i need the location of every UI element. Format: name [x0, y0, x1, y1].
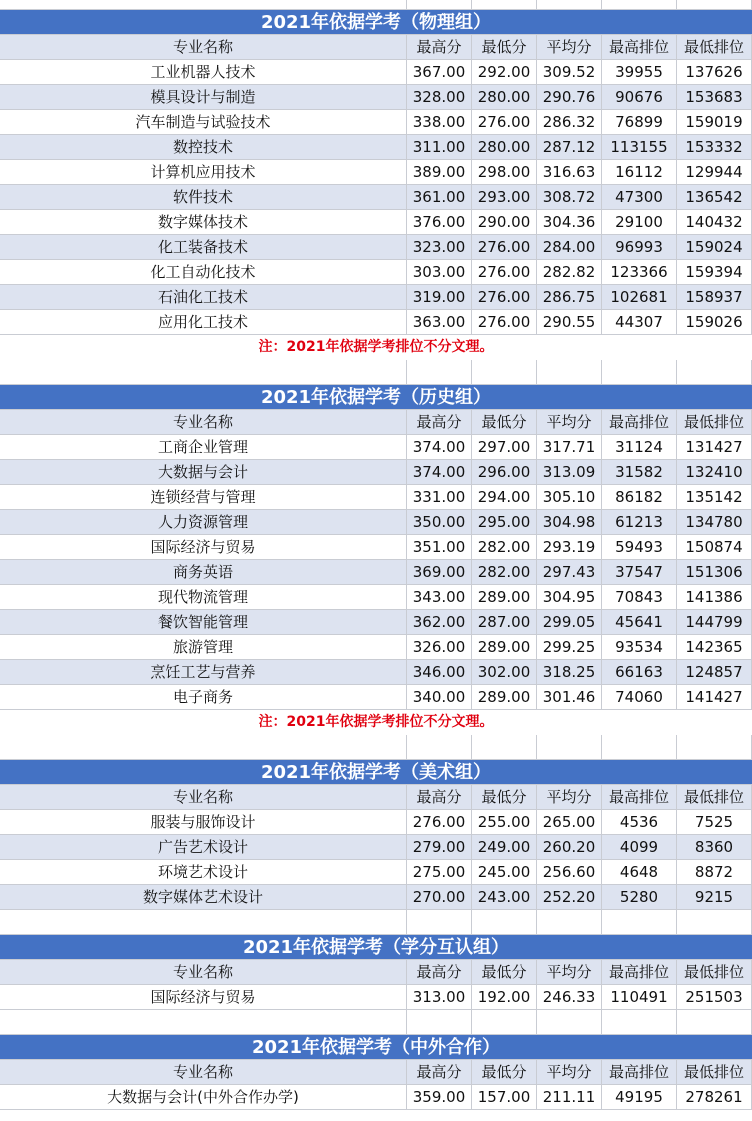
table-row: [0, 535, 752, 560]
data-cell: 158937: [677, 285, 752, 310]
data-cell: 302.00: [472, 660, 537, 685]
blank-row: [0, 0, 752, 10]
column-header-cell: 专业名称: [0, 960, 407, 985]
section-title-row: [0, 10, 752, 35]
empty-cell: [472, 360, 537, 385]
data-cell: 290.76: [537, 85, 602, 110]
empty-cell: [537, 360, 602, 385]
data-cell: 260.20: [537, 835, 602, 860]
section-title: 2021年依据学考（历史组）: [0, 385, 752, 410]
data-cell: 346.00: [407, 660, 472, 685]
data-cell: 286.75: [537, 285, 602, 310]
data-cell: 142365: [677, 635, 752, 660]
data-cell: 308.72: [537, 185, 602, 210]
data-cell: 模具设计与制造: [0, 85, 407, 110]
table-row: [0, 85, 752, 110]
data-cell: 192.00: [472, 985, 537, 1010]
data-cell: 86182: [602, 485, 677, 510]
table-row: [0, 60, 752, 85]
empty-cell: [537, 910, 602, 935]
data-cell: 4648: [602, 860, 677, 885]
section-title-row: [0, 1035, 752, 1060]
data-cell: 70843: [602, 585, 677, 610]
data-cell: 8360: [677, 835, 752, 860]
data-cell: 276.00: [472, 235, 537, 260]
data-cell: 136542: [677, 185, 752, 210]
data-cell: 297.43: [537, 560, 602, 585]
data-cell: 282.00: [472, 535, 537, 560]
table-row: [0, 135, 752, 160]
data-cell: 369.00: [407, 560, 472, 585]
column-header-cell: 最低分: [472, 960, 537, 985]
data-cell: 282.82: [537, 260, 602, 285]
data-cell: 9215: [677, 885, 752, 910]
data-cell: 110491: [602, 985, 677, 1010]
data-cell: 290.00: [472, 210, 537, 235]
data-cell: 270.00: [407, 885, 472, 910]
data-cell: 7525: [677, 810, 752, 835]
data-cell: 44307: [602, 310, 677, 335]
data-cell: 286.32: [537, 110, 602, 135]
data-cell: 343.00: [407, 585, 472, 610]
table-row: [0, 435, 752, 460]
data-cell: 66163: [602, 660, 677, 685]
data-cell: 293.00: [472, 185, 537, 210]
data-cell: 113155: [602, 135, 677, 160]
data-cell: 350.00: [407, 510, 472, 535]
data-cell: 烹饪工艺与营养: [0, 660, 407, 685]
data-cell: 287.12: [537, 135, 602, 160]
table-row: [0, 810, 752, 835]
empty-cell: [0, 735, 407, 760]
data-cell: 134780: [677, 510, 752, 535]
header-row: [0, 1060, 752, 1085]
data-cell: 362.00: [407, 610, 472, 635]
data-cell: 301.46: [537, 685, 602, 710]
data-cell: 363.00: [407, 310, 472, 335]
data-cell: 157.00: [472, 1085, 537, 1110]
note-row: [0, 710, 752, 735]
header-row: [0, 960, 752, 985]
data-cell: 广告艺术设计: [0, 835, 407, 860]
data-cell: 74060: [602, 685, 677, 710]
data-cell: 159019: [677, 110, 752, 135]
table-row: [0, 510, 752, 535]
data-cell: 305.10: [537, 485, 602, 510]
column-header-cell: 最低排位: [677, 1060, 752, 1085]
column-header-cell: 平均分: [537, 785, 602, 810]
data-cell: 132410: [677, 460, 752, 485]
table-row: [0, 860, 752, 885]
table-row: [0, 210, 752, 235]
data-cell: 276.00: [407, 810, 472, 835]
data-cell: 276.00: [472, 310, 537, 335]
empty-cell: [677, 0, 752, 10]
data-cell: 243.00: [472, 885, 537, 910]
table-row: [0, 185, 752, 210]
data-cell: 361.00: [407, 185, 472, 210]
data-cell: 299.25: [537, 635, 602, 660]
column-header-cell: 平均分: [537, 35, 602, 60]
data-cell: 49195: [602, 1085, 677, 1110]
table-row: [0, 685, 752, 710]
blank-row: [0, 735, 752, 760]
data-cell: 93534: [602, 635, 677, 660]
data-cell: 45641: [602, 610, 677, 635]
data-cell: 29100: [602, 210, 677, 235]
data-cell: 工商企业管理: [0, 435, 407, 460]
data-cell: 316.63: [537, 160, 602, 185]
data-cell: 159394: [677, 260, 752, 285]
data-cell: 餐饮智能管理: [0, 610, 407, 635]
data-cell: 环境艺术设计: [0, 860, 407, 885]
column-header-cell: 最低排位: [677, 410, 752, 435]
table-row: [0, 485, 752, 510]
data-cell: 数字媒体艺术设计: [0, 885, 407, 910]
empty-cell: [407, 735, 472, 760]
section-title: 2021年依据学考（物理组）: [0, 10, 752, 35]
data-cell: 289.00: [472, 685, 537, 710]
column-header-cell: 最低排位: [677, 785, 752, 810]
column-header-cell: 最高分: [407, 35, 472, 60]
section-title-row: [0, 760, 752, 785]
data-cell: 140432: [677, 210, 752, 235]
empty-cell: [537, 735, 602, 760]
section-title: 2021年依据学考（学分互认组）: [0, 935, 752, 960]
column-header-cell: 专业名称: [0, 35, 407, 60]
data-cell: 石油化工技术: [0, 285, 407, 310]
column-header-cell: 最高排位: [602, 35, 677, 60]
empty-cell: [407, 1010, 472, 1035]
note-text: 注：2021年依据学考排位不分文理。: [258, 714, 494, 730]
data-cell: 工业机器人技术: [0, 60, 407, 85]
column-header-cell: 平均分: [537, 1060, 602, 1085]
data-cell: 374.00: [407, 435, 472, 460]
data-cell: 304.95: [537, 585, 602, 610]
data-cell: 129944: [677, 160, 752, 185]
data-cell: 131427: [677, 435, 752, 460]
data-cell: 279.00: [407, 835, 472, 860]
data-cell: 296.00: [472, 460, 537, 485]
data-cell: 289.00: [472, 635, 537, 660]
data-cell: 汽车制造与试验技术: [0, 110, 407, 135]
data-cell: 313.00: [407, 985, 472, 1010]
data-cell: 303.00: [407, 260, 472, 285]
data-cell: 现代物流管理: [0, 585, 407, 610]
section-title-row: [0, 385, 752, 410]
empty-cell: [602, 360, 677, 385]
empty-cell: [537, 1010, 602, 1035]
data-cell: 319.00: [407, 285, 472, 310]
empty-cell: [407, 360, 472, 385]
column-header-cell: 最低分: [472, 410, 537, 435]
data-cell: 287.00: [472, 610, 537, 635]
column-header-cell: 最高排位: [602, 960, 677, 985]
column-header-cell: 最高分: [407, 960, 472, 985]
blank-row: [0, 1010, 752, 1035]
data-cell: 255.00: [472, 810, 537, 835]
table-row: [0, 460, 752, 485]
data-cell: 159024: [677, 235, 752, 260]
data-cell: 304.36: [537, 210, 602, 235]
data-cell: 289.00: [472, 585, 537, 610]
column-header-cell: 最低分: [472, 1060, 537, 1085]
empty-cell: [407, 0, 472, 10]
data-cell: 328.00: [407, 85, 472, 110]
column-header-cell: 最高分: [407, 1060, 472, 1085]
data-cell: 304.98: [537, 510, 602, 535]
empty-cell: [472, 1010, 537, 1035]
table-row: [0, 660, 752, 685]
data-cell: 211.11: [537, 1085, 602, 1110]
column-header-cell: 专业名称: [0, 785, 407, 810]
empty-cell: [602, 1010, 677, 1035]
data-cell: 连锁经营与管理: [0, 485, 407, 510]
data-cell: 249.00: [472, 835, 537, 860]
blank-row: [0, 360, 752, 385]
data-cell: 298.00: [472, 160, 537, 185]
data-cell: 31124: [602, 435, 677, 460]
data-cell: 246.33: [537, 985, 602, 1010]
data-cell: 141427: [677, 685, 752, 710]
data-cell: 338.00: [407, 110, 472, 135]
data-cell: 367.00: [407, 60, 472, 85]
data-cell: 351.00: [407, 535, 472, 560]
data-cell: 292.00: [472, 60, 537, 85]
data-cell: 297.00: [472, 435, 537, 460]
data-cell: 309.52: [537, 60, 602, 85]
data-cell: 102681: [602, 285, 677, 310]
data-cell: 123366: [602, 260, 677, 285]
empty-cell: [472, 910, 537, 935]
column-header-cell: 平均分: [537, 410, 602, 435]
table-row: [0, 885, 752, 910]
column-header-cell: 最低分: [472, 35, 537, 60]
empty-cell: [602, 0, 677, 10]
empty-cell: [602, 910, 677, 935]
data-cell: 39955: [602, 60, 677, 85]
data-cell: 313.09: [537, 460, 602, 485]
data-cell: 150874: [677, 535, 752, 560]
data-cell: 软件技术: [0, 185, 407, 210]
data-cell: 90676: [602, 85, 677, 110]
data-cell: 国际经济与贸易: [0, 535, 407, 560]
empty-cell: [677, 735, 752, 760]
data-cell: 数字媒体技术: [0, 210, 407, 235]
data-cell: 化工装备技术: [0, 235, 407, 260]
data-cell: 251503: [677, 985, 752, 1010]
data-cell: 4536: [602, 810, 677, 835]
data-cell: 141386: [677, 585, 752, 610]
data-cell: 317.71: [537, 435, 602, 460]
table-row: [0, 610, 752, 635]
table-row: [0, 235, 752, 260]
data-cell: 人力资源管理: [0, 510, 407, 535]
data-cell: 359.00: [407, 1085, 472, 1110]
data-cell: 化工自动化技术: [0, 260, 407, 285]
data-cell: 5280: [602, 885, 677, 910]
empty-cell: [472, 0, 537, 10]
data-cell: 8872: [677, 860, 752, 885]
data-cell: 96993: [602, 235, 677, 260]
data-cell: 144799: [677, 610, 752, 635]
data-cell: 340.00: [407, 685, 472, 710]
data-cell: 76899: [602, 110, 677, 135]
note-text: 注：2021年依据学考排位不分文理。: [258, 339, 494, 355]
data-cell: 31582: [602, 460, 677, 485]
table-row: [0, 160, 752, 185]
empty-cell: [407, 910, 472, 935]
data-cell: 计算机应用技术: [0, 160, 407, 185]
data-cell: 国际经济与贸易: [0, 985, 407, 1010]
column-header-cell: 专业名称: [0, 410, 407, 435]
data-cell: 数控技术: [0, 135, 407, 160]
data-cell: 252.20: [537, 885, 602, 910]
table-row: [0, 560, 752, 585]
empty-cell: [677, 910, 752, 935]
column-header-cell: 平均分: [537, 960, 602, 985]
data-cell: 376.00: [407, 210, 472, 235]
data-cell: 276.00: [472, 260, 537, 285]
empty-cell: [0, 910, 407, 935]
data-cell: 大数据与会计: [0, 460, 407, 485]
section-title-row: [0, 935, 752, 960]
data-cell: 276.00: [472, 110, 537, 135]
table-row: [0, 260, 752, 285]
data-cell: 294.00: [472, 485, 537, 510]
data-cell: 282.00: [472, 560, 537, 585]
note-row: [0, 335, 752, 360]
data-cell: 153332: [677, 135, 752, 160]
data-cell: 280.00: [472, 85, 537, 110]
table-row: [0, 310, 752, 335]
table-row: [0, 1085, 752, 1110]
column-header-cell: 专业名称: [0, 1060, 407, 1085]
header-row: [0, 785, 752, 810]
empty-cell: [0, 0, 407, 10]
data-cell: 331.00: [407, 485, 472, 510]
table-row: [0, 110, 752, 135]
data-cell: 290.55: [537, 310, 602, 335]
data-cell: 293.19: [537, 535, 602, 560]
data-cell: 应用化工技术: [0, 310, 407, 335]
table-row: [0, 585, 752, 610]
header-row: [0, 410, 752, 435]
data-cell: 47300: [602, 185, 677, 210]
data-cell: 大数据与会计(中外合作办学): [0, 1085, 407, 1110]
data-cell: 299.05: [537, 610, 602, 635]
data-cell: 278261: [677, 1085, 752, 1110]
empty-cell: [677, 360, 752, 385]
column-header-cell: 最高分: [407, 410, 472, 435]
data-cell: 389.00: [407, 160, 472, 185]
data-cell: 318.25: [537, 660, 602, 685]
data-cell: 280.00: [472, 135, 537, 160]
section-title: 2021年依据学考（美术组）: [0, 760, 752, 785]
data-cell: 295.00: [472, 510, 537, 535]
empty-cell: [0, 1010, 407, 1035]
data-cell: 275.00: [407, 860, 472, 885]
data-cell: 276.00: [472, 285, 537, 310]
data-cell: 374.00: [407, 460, 472, 485]
table-row: [0, 835, 752, 860]
empty-cell: [677, 1010, 752, 1035]
column-header-cell: 最低排位: [677, 960, 752, 985]
empty-cell: [0, 360, 407, 385]
data-cell: 59493: [602, 535, 677, 560]
header-row: [0, 35, 752, 60]
data-cell: 16112: [602, 160, 677, 185]
data-cell: 服装与服饰设计: [0, 810, 407, 835]
data-cell: 311.00: [407, 135, 472, 160]
empty-cell: [472, 735, 537, 760]
data-cell: 旅游管理: [0, 635, 407, 660]
column-header-cell: 最低排位: [677, 35, 752, 60]
data-cell: 124857: [677, 660, 752, 685]
column-header-cell: 最高排位: [602, 785, 677, 810]
column-header-cell: 最高排位: [602, 410, 677, 435]
data-cell: 37547: [602, 560, 677, 585]
column-header-cell: 最高排位: [602, 1060, 677, 1085]
empty-cell: [602, 735, 677, 760]
empty-cell: [537, 0, 602, 10]
data-cell: 61213: [602, 510, 677, 535]
data-cell: 159026: [677, 310, 752, 335]
data-cell: 137626: [677, 60, 752, 85]
data-cell: 电子商务: [0, 685, 407, 710]
data-cell: 135142: [677, 485, 752, 510]
table-row: [0, 985, 752, 1010]
column-header-cell: 最高分: [407, 785, 472, 810]
data-cell: 153683: [677, 85, 752, 110]
data-cell: 商务英语: [0, 560, 407, 585]
data-cell: 284.00: [537, 235, 602, 260]
data-cell: 151306: [677, 560, 752, 585]
data-cell: 4099: [602, 835, 677, 860]
section-title: 2021年依据学考（中外合作）: [0, 1035, 752, 1060]
table-row: [0, 635, 752, 660]
data-cell: 265.00: [537, 810, 602, 835]
blank-row: [0, 910, 752, 935]
data-cell: 326.00: [407, 635, 472, 660]
column-header-cell: 最低分: [472, 785, 537, 810]
data-cell: 323.00: [407, 235, 472, 260]
data-cell: 256.60: [537, 860, 602, 885]
table-row: [0, 285, 752, 310]
data-cell: 245.00: [472, 860, 537, 885]
